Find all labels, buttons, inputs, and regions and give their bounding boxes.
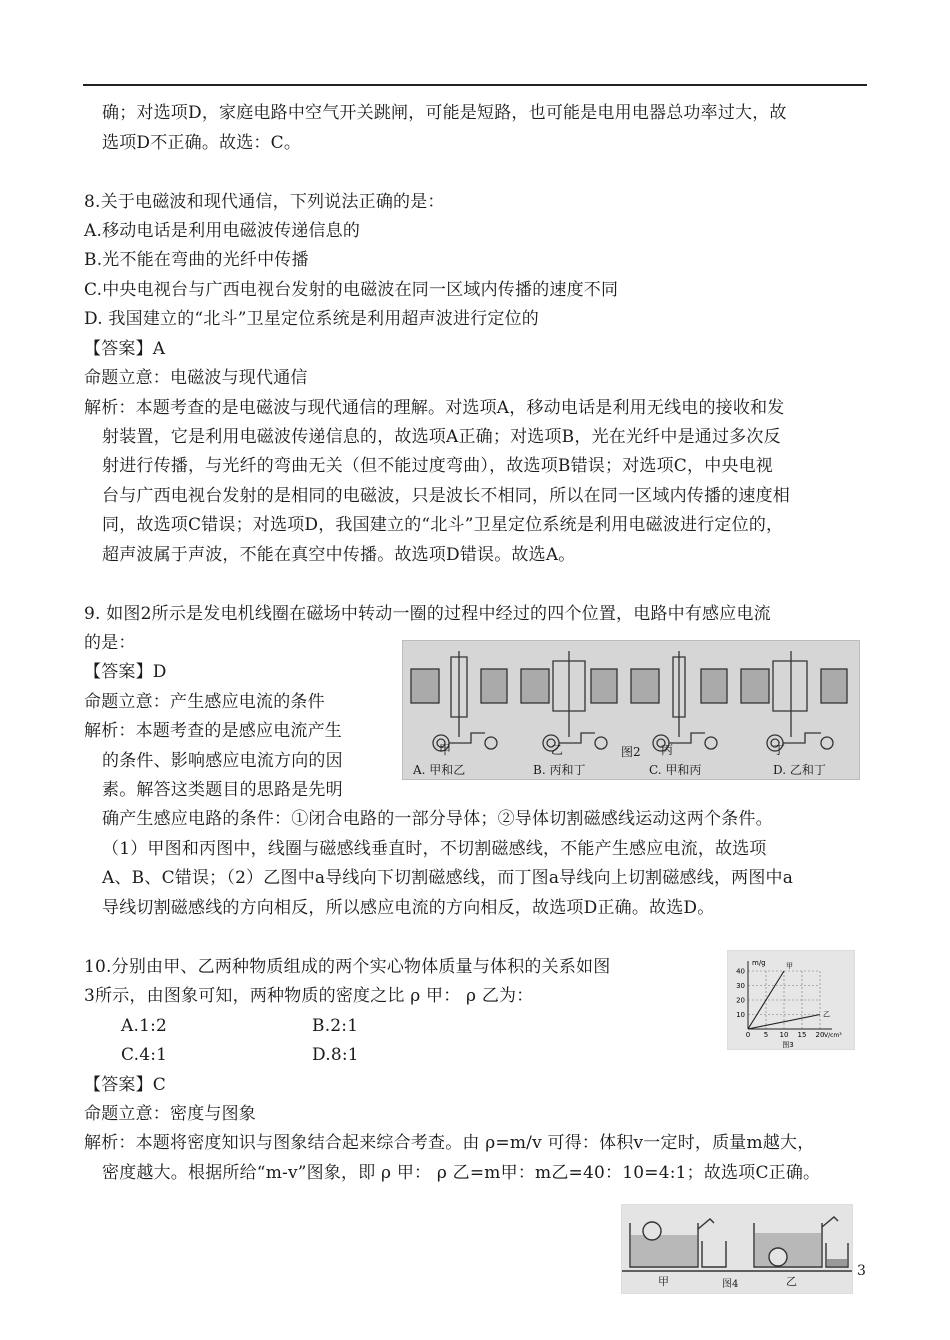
figure-4-label: 乙: [786, 1275, 797, 1288]
chart-x-tick-label: 15: [797, 1031, 807, 1039]
chart-y-tick-label: 10: [736, 1011, 745, 1019]
q9-stem-line-1: 9. 如图2所示是发电机线圈在磁场中转动一圈的过程中经过的四个位置，电路中有感应电流: [84, 604, 771, 624]
chart-y-tick-label: 30: [736, 982, 745, 990]
chart-y-tick-label: 40: [736, 967, 745, 976]
q9-analysis-line: 确产生感应电路的条件：①闭合电路的一部分导体；②导体切割磁感线运动这两个条件。: [102, 809, 773, 829]
chart-series-label: 甲: [786, 962, 793, 970]
q8-analysis-line: 解析：本题考查的是电磁波与现代通信的理解。对选项A，移动电话是利用无线电的接收和发: [84, 398, 785, 418]
q10-analysis-line: 密度越大。根据所给“m-v”图象，即 ρ 甲： ρ 乙=m甲：m乙=40：10=4:1；故选项C正确。: [102, 1163, 821, 1183]
q8-analysis-line: 射进行传播，与光纤的弯曲无关（但不能过度弯曲），故选项B错误；对选项C，中央电视: [102, 456, 773, 476]
figure-2-panel-label: 丁: [773, 743, 786, 757]
q8-analysis-line: 台与广西电视台发射的是相同的电磁波，只是波长不相同，所以在同一区域内传播的速度相: [102, 486, 790, 506]
q9-analysis-line: 的条件、影响感应电流方向的因: [102, 751, 343, 771]
figure-4: [621, 1204, 853, 1294]
q9-intent: 命题立意：产生感应电流的条件: [84, 692, 325, 712]
figure-2-panel-label: 丙: [661, 743, 674, 757]
figure-2-choice: A. 甲和乙: [413, 763, 466, 777]
header-rule: [83, 84, 867, 86]
q10-option-c: C.4:1: [121, 1045, 168, 1065]
figure-2-caption: 图2: [621, 745, 641, 759]
q8-option-b: B.光不能在弯曲的光纤中传播: [84, 250, 309, 270]
chart-x-axis-label: V/cm³: [824, 1032, 842, 1039]
chart-x-tick-label: 5: [763, 1031, 769, 1039]
chart-y-tick-label: 20: [736, 996, 745, 1005]
q10-analysis-line: 解析：本题将密度知识与图象结合起来综合考查。由 ρ=m/v 可得：体积v一定时，质量m越大，: [84, 1133, 815, 1153]
figure-3-svg: [728, 951, 854, 1049]
q8-stem: 8.关于电磁波和现代通信，下列说法正确的是：: [84, 192, 445, 212]
figure-4-label: 甲: [658, 1275, 669, 1288]
q8-option-d: D. 我国建立的“北斗”卫星定位系统是利用超声波进行定位的: [84, 309, 540, 329]
q8-analysis-line: 射装置，它是利用电磁波传递信息的，故选项A正确；对选项B，光在光纤中是通过多次反: [102, 427, 781, 447]
chart-y-axis-label: m/g: [752, 959, 766, 967]
prev-analysis-line-2: 选项D不正确。故选：C。: [102, 133, 302, 153]
figure-2-choice: B. 丙和丁: [533, 763, 586, 777]
figure-4-caption: 图4: [722, 1279, 739, 1290]
q10-answer: 【答案】C: [84, 1075, 167, 1095]
figure-2-choice: C. 甲和丙: [649, 763, 702, 777]
q10-option-a: A.1:2: [121, 1016, 168, 1036]
q9-analysis-line: 解析：本题考查的是感应电流产生: [84, 721, 342, 741]
figure-3-chart: [727, 950, 855, 1050]
figure-2-panel-label: 甲: [439, 743, 452, 757]
q10-option-b: B.2:1: [312, 1016, 359, 1036]
q8-intent: 命题立意：电磁波与现代通信: [84, 368, 308, 388]
q9-analysis-line: 导线切割磁感线的方向相反，所以感应电流的方向相反，故选项D正确。故选D。: [102, 898, 715, 918]
figure-2-panel-label: 乙: [551, 743, 564, 757]
q10-stem-line-2: 3所示，由图象可知，两种物质的密度之比 ρ 甲： ρ 乙为：: [84, 986, 534, 1006]
chart-x-tick-label: 20: [815, 1031, 825, 1039]
figure-2: [402, 640, 860, 780]
prev-analysis-line-1: 确；对选项D，家庭电路中空气开关跳闸，可能是短路，也可能是电用电器总功率过大，故: [102, 103, 787, 123]
q9-answer: 【答案】D: [84, 662, 167, 682]
q9-analysis-line: 素。解答这类题目的思路是先明: [102, 780, 343, 800]
q10-option-d: D.8:1: [312, 1045, 359, 1065]
q9-stem-line-2: 的是：: [84, 633, 136, 653]
chart-title: 图3: [782, 1041, 794, 1049]
q9-analysis-line: A、B、C错误；（2）乙图中a导线向下切割磁感线，而丁图a导线向上切割磁感线，两图中a: [102, 868, 794, 888]
q10-stem-line-1: 10.分别由甲、乙两种物质组成的两个实心物体质量与体积的关系如图: [84, 957, 611, 977]
q8-answer: 【答案】A: [84, 339, 166, 359]
chart-x-tick-label: 10: [779, 1031, 789, 1039]
q10-intent: 命题立意：密度与图象: [84, 1104, 256, 1124]
q8-option-c: C.中央电视台与广西电视台发射的电磁波在同一区域内传播的速度不同: [84, 280, 619, 300]
q8-analysis-line: 超声波属于声波，不能在真空中传播。故选项D错误。故选A。: [102, 545, 576, 565]
figure-2-choice: D. 乙和丁: [773, 763, 826, 777]
q8-option-a: A.移动电话是利用电磁波传递信息的: [84, 221, 361, 241]
chart-x-tick-label: 0: [745, 1031, 751, 1039]
q9-analysis-line: （1）甲图和丙图中，线圈与磁感线垂直时，不切割磁感线，不能产生感应电流，故选项: [102, 839, 767, 859]
q8-analysis-line: 同，故选项C错误；对选项D，我国建立的“北斗”卫星定位系统是利用电磁波进行定位的，: [102, 515, 784, 535]
page-number: 3: [857, 1263, 866, 1279]
chart-series-label: 乙: [823, 1010, 830, 1019]
